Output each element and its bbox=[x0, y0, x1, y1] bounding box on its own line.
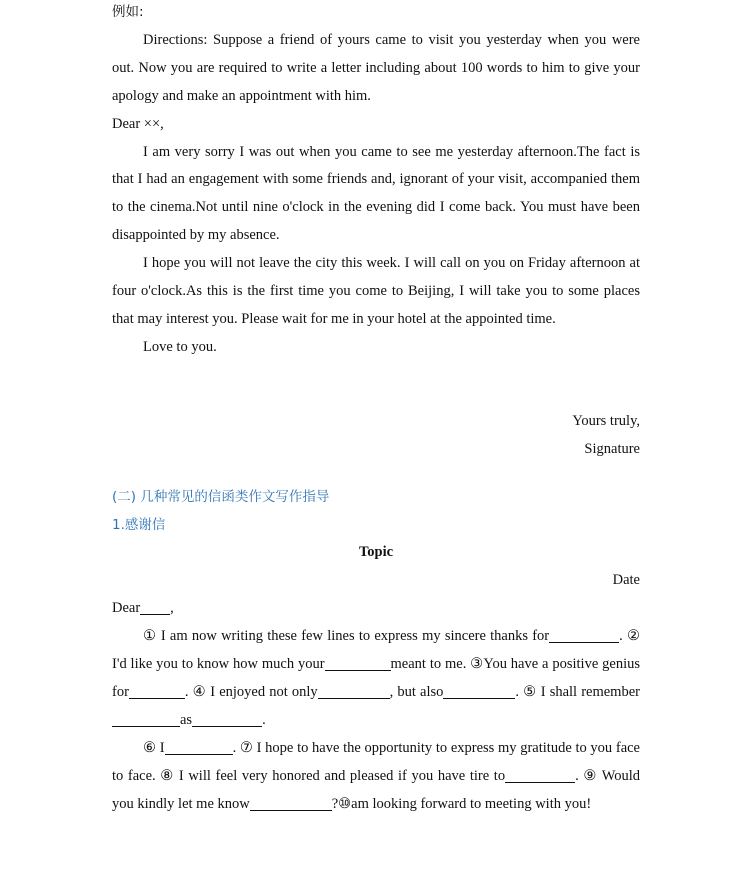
letter-love: Love to you. bbox=[143, 338, 217, 355]
letter-paragraph-1: I am very sorry I was out when you came to see me yesterday afternoon.The fact is that I had an engagement with some friends and, ignorant of your visit, accompanied them to the cinema.Not until nine o'clock in the evening did I come back. You must have been disappointed by my absence. bbox=[112, 143, 640, 244]
section-heading: (二) 几种常见的信函类作文写作指导 bbox=[112, 488, 330, 505]
template-sentence-9: . ⑨ Would you kindly let me know bbox=[112, 767, 640, 812]
blank-line bbox=[325, 656, 391, 671]
template-sentence-4b: , but also bbox=[389, 683, 444, 700]
template-sentence-10: ?⑩am looking forward to meeting with you! bbox=[331, 795, 592, 812]
blank-line bbox=[192, 712, 262, 727]
template-sentence-7-8: . ⑦ I hope to have the opportunity to express my gratitude to you face to face. ⑧ I will feel very honored and pleased if you have tire to bbox=[112, 739, 640, 784]
document-page bbox=[112, 0, 640, 818]
directions-paragraph: Directions: Suppose a friend of yours came to visit you yesterday when you were out. Now you are required to write a letter including about 100 words to him to give your apology and make an appointment with him. bbox=[112, 31, 640, 104]
template-dear-line bbox=[112, 595, 640, 623]
blank-line bbox=[140, 600, 170, 615]
punctuation: . bbox=[619, 628, 623, 645]
blank-line bbox=[549, 628, 619, 643]
template-topic: Topic bbox=[358, 544, 394, 561]
blank-line bbox=[443, 684, 515, 699]
blank-line bbox=[505, 768, 575, 783]
template-sentence-3: meant to me. ③You have a positive genius for bbox=[112, 656, 640, 700]
punctuation: . bbox=[262, 711, 266, 728]
template-sentence-5: . ⑤ I shall remember bbox=[515, 683, 640, 700]
blank-line bbox=[129, 684, 185, 699]
letter-salutation: Dear ××, bbox=[112, 115, 164, 132]
template-date: Date bbox=[612, 572, 640, 589]
example-label: 例如: bbox=[112, 4, 144, 20]
spacer bbox=[112, 362, 640, 408]
blank-line bbox=[250, 796, 332, 811]
letter-paragraph-2: I hope you will not leave the city this week. I will call on you on Friday afternoon at four o'clock.As this is the first time you come to Beijing, I will take you to some places that may interest you. Please wait for me in your hotel at the appointed time. bbox=[112, 255, 640, 327]
blank-line bbox=[112, 712, 180, 727]
template-sentence-6: ⑥ I bbox=[143, 739, 165, 756]
template-sentence-5b: as bbox=[180, 711, 193, 728]
template-sentence-1: ① I am now writing these few lines to express my sincere thanks for bbox=[143, 628, 550, 645]
letter-closing: Yours truly, bbox=[572, 412, 640, 429]
template-dear: Dear bbox=[112, 600, 141, 617]
template-paragraph-2 bbox=[112, 735, 640, 819]
blank-line bbox=[318, 684, 390, 699]
template-sentence-4: . ④ I enjoyed not only bbox=[184, 683, 318, 700]
subsection-heading: 1.感谢信 bbox=[112, 516, 166, 533]
template-paragraph-1 bbox=[112, 623, 640, 735]
blank-line bbox=[165, 740, 233, 755]
template-sentence-2: ② I'd like you to know how much your bbox=[112, 628, 641, 673]
punctuation: , bbox=[170, 600, 174, 617]
letter-signature: Signature bbox=[584, 440, 640, 457]
spacer bbox=[112, 464, 640, 484]
